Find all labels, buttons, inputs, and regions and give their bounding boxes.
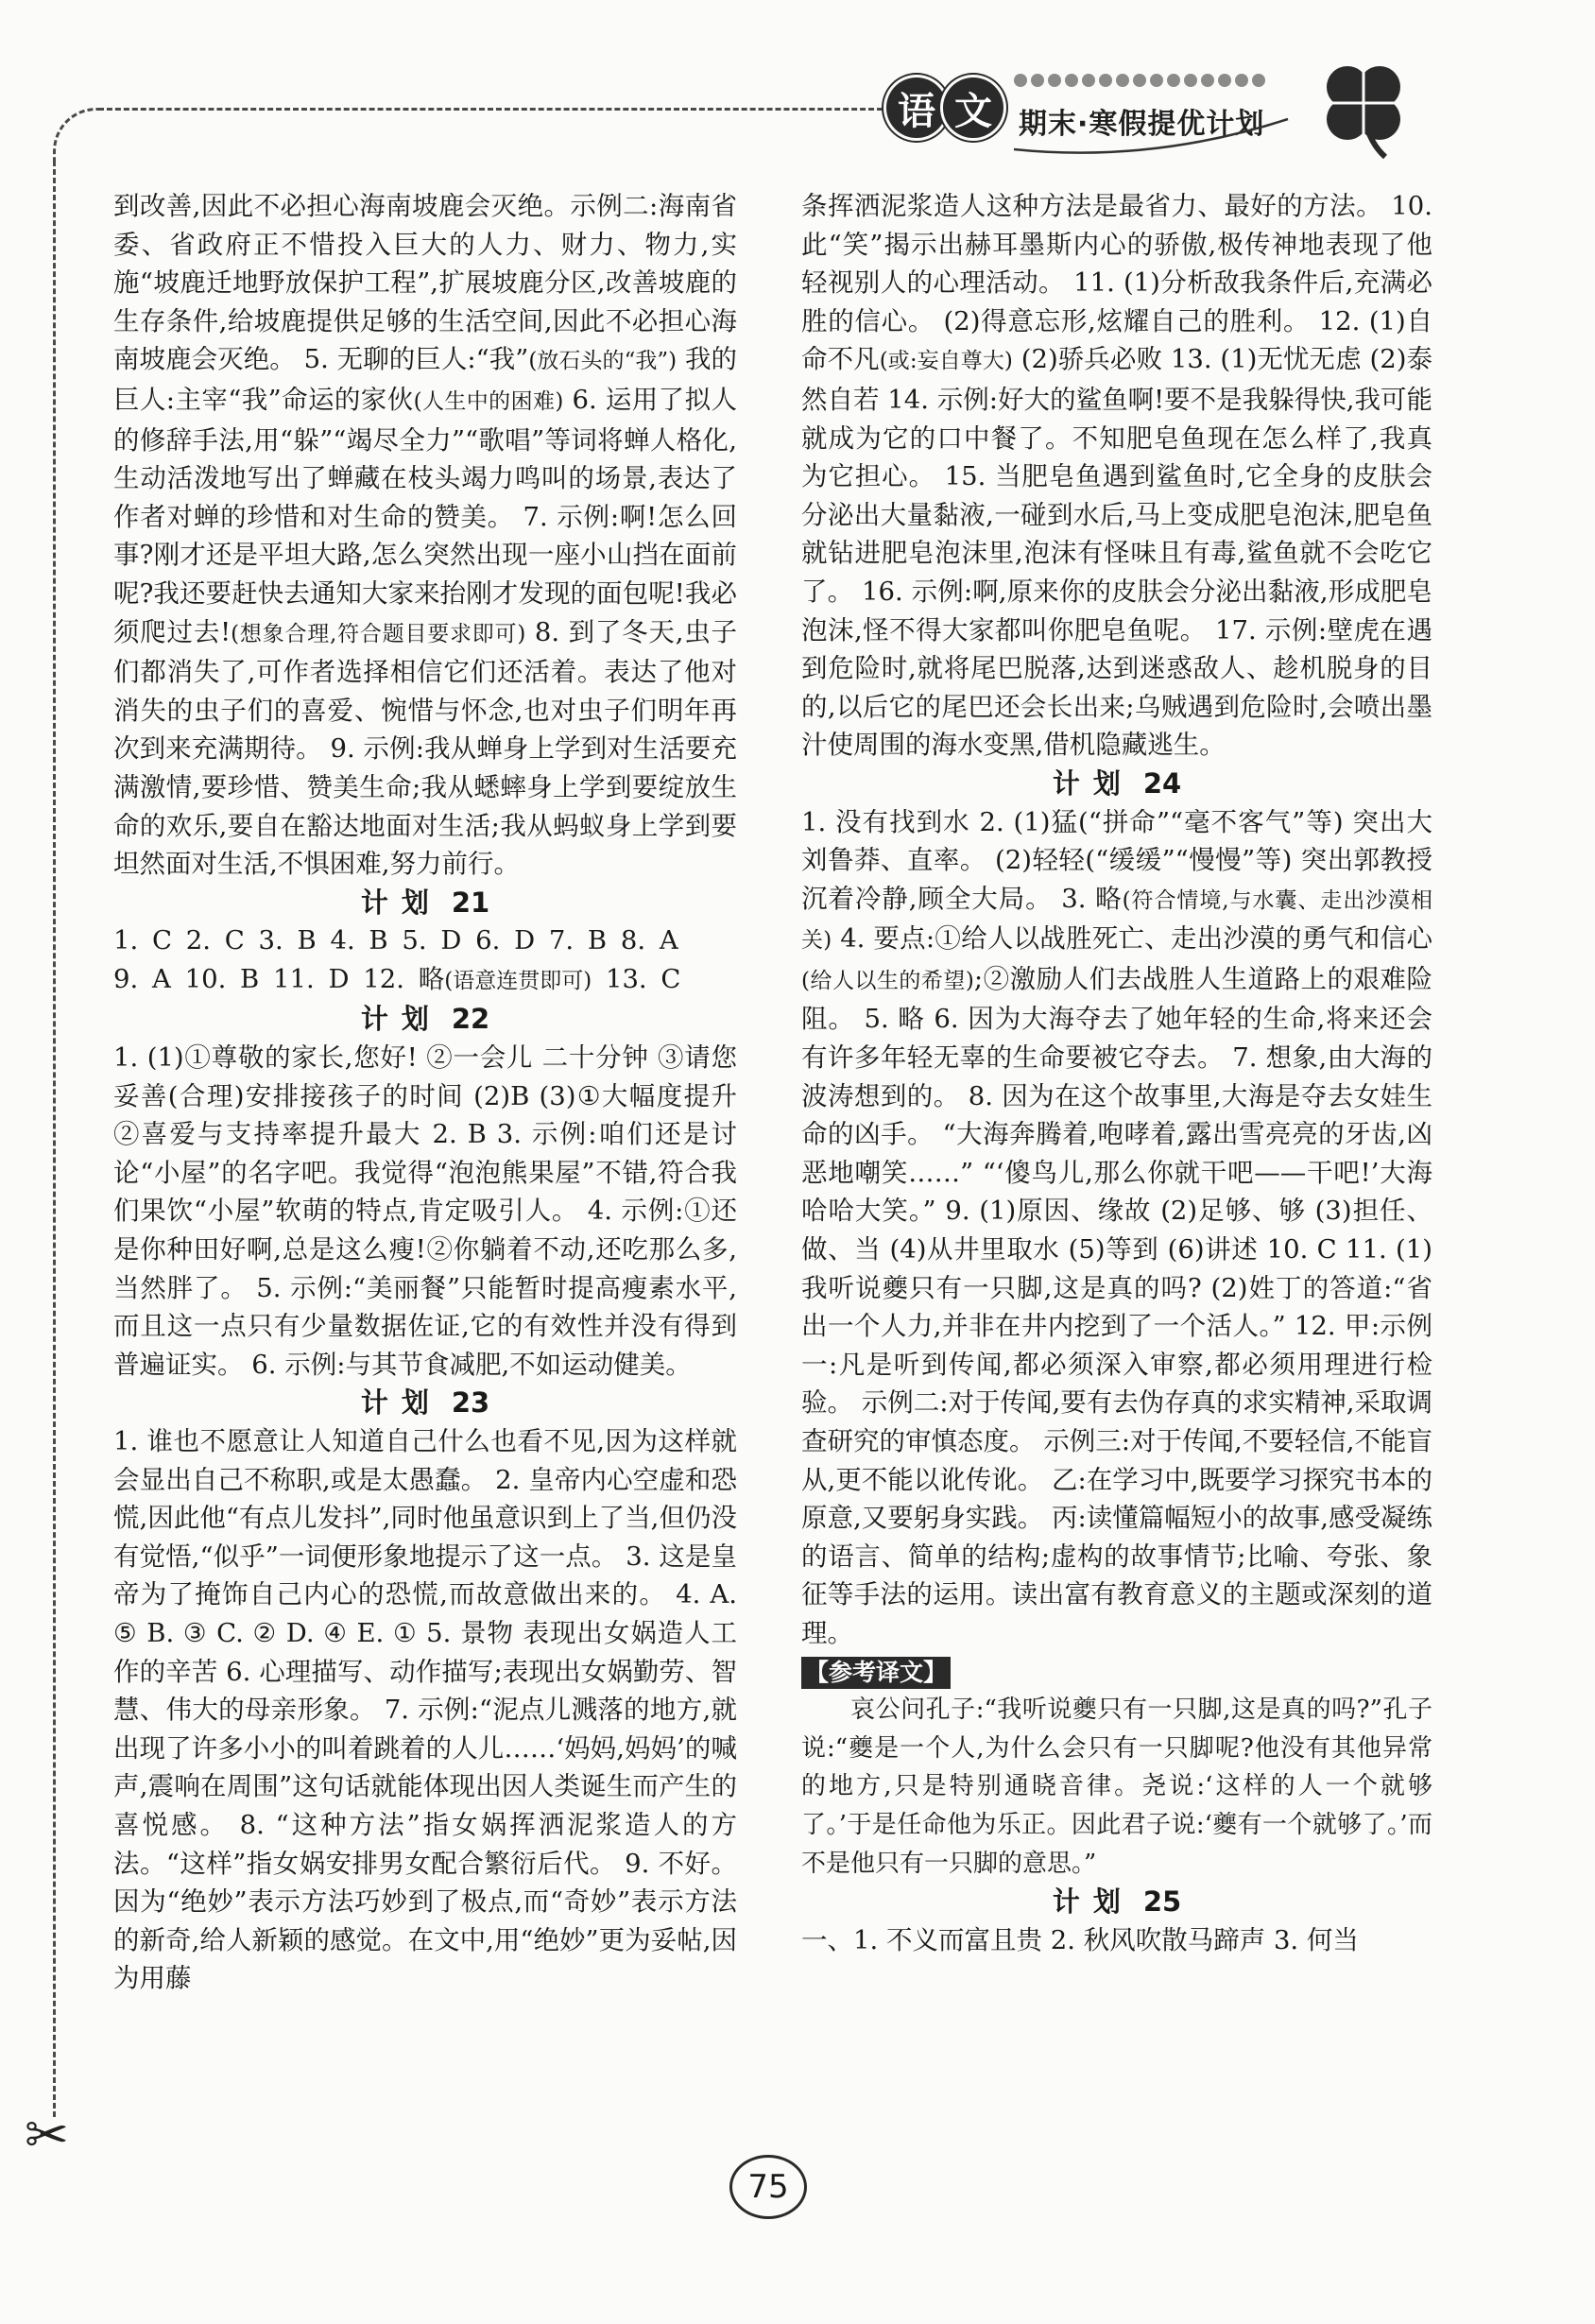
cut-line-corner: [53, 108, 99, 164]
reference-translation-label: 【参考译文】: [801, 1653, 1432, 1692]
subject-badge-1: 语: [886, 77, 947, 138]
answer-block-23-cont: 条挥洒泥浆造人这种方法是最省力、最好的方法。 10. 此“笑”揭示出赫耳墨斯内心的骄傲,极传神地表现了他轻视别人的心理活动。 11. (1)分析敌我条件后,充满必胜的信心。 (2)得意忘形,炫耀自己的胜利。 12. (1)自命不凡(或:妄自尊大) (2)骄兵必败 13. (1)无忧无虑 (2)泰然自若 14. 示例:好大的鲨鱼啊!要不是我躲得快,我可能就成为它的口中餐了。不知肥皂鱼现在怎么样了,我真为它担心。 15. 当肥皂鱼遇到鲨鱼时,它全身的皮肤会分泌出大量黏液,一碰到水后,马上变成肥皂泡沫,肥皂鱼就钻进肥皂泡沫里,泡沫有怪味且有毒,鲨鱼就不会吃它了。 16. 示例:啊,原来你的皮肤会分泌出黏液,形成肥皂泡沫,怪不得大家都叫你肥皂鱼呢。 17. 示例:壁虎在遇到危险时,就将尾巴脱落,达到迷惑敌人、趁机脱身的目的,以后它的尾巴还会长出来;乌贼遇到危险时,会喷出墨汁使周围的海水变黑,借机隐藏逃生。: [801, 191, 1433, 761]
section-heading-22: 计划 22: [360, 1003, 490, 1036]
cut-line-top: [98, 108, 883, 111]
section-heading-25: 计划 25: [1052, 1885, 1182, 1919]
reference-translation: 哀公问孔子:“我听说夔只有一只脚,这是真的吗?”孔子说:“夔是一个人,为什么会只有一只脚呢?他没有其他异常的地方,只是特别通晓音律。尧说:‘这样的人一个就够了。’于是任命他为乐正。因此君子说:‘夔有一个就够了。’而不是他只有一只脚的意思。”: [801, 1696, 1432, 1878]
cut-line-left: [53, 161, 56, 2117]
swoosh-decoration: [1009, 112, 1293, 159]
section-heading-21: 计划 21: [360, 886, 490, 919]
header-title: 期末·寒假提优计划: [1019, 108, 1265, 141]
answer-block-24: 1. 没有找到水 2. (1)猛(“拼命”“毫不客气”等) 突出大刘鲁莽、直率。 (2)轻轻(“缓缓”“慢慢”等) 突出郭教授沉着冷静,顾全大局。 3. 略(符合情境,与水囊、走出沙漠相关) 4. 要点:①给人以战胜死亡、走出沙漠的勇气和信心(给人以生的希望);②激励人们去战胜人生道路上的艰难险阻。 5. 略 6. 因为大海夺去了她年轻的生命,将来还会有许多年轻无辜的生命要被它夺去。 7. 想象,由大海的波涛想到的。 8. 因为在这个故事里,大海是夺去女娃生命的凶手。 “大海奔腾着,咆哮着,露出雪亮亮的牙齿,凶恶地嘲笑……” “‘傻鸟儿,那么你就干吧——干吧!’大海哈哈大笑。” 9. (1)原因、缘故 (2)足够、够 (3)担任、做、当 (4)从井里取水 (5)等到 (6)讲述 10. C 11. (1)我听说夔只有一只脚,这是真的吗? (2)姓丁的答道:“省出一个人力,并非在井内挖到了一个活人。” 12. 甲:示例一:凡是听到传闻,都必须深入审察,都必须用理进行检验。 示例二:对于传闻,要有去伪存真的求实精神,采取调查研究的审慎态度。 示例三:对于传闻,不要轻信,不能盲从,更不能以讹传讹。 乙:在学习中,既要学习探究书本的原意,又要躬身实践。 丙:读懂篇幅短小的故事,感受凝练的语言、简单的结构;虚构的故事情节;比喻、夸张、象征等手法的运用。读出富有教育意义的主题或深刻的道理。: [801, 806, 1433, 1648]
subject-badge-2: 文: [943, 77, 1003, 138]
answer-block-22: 1. (1)①尊敬的家长,您好! ②一会儿 二十分钟 ③请您妥善(合理)安排接孩子的时间 (2)B (3)①大幅度提升 ②喜爱与支持率提升最大 2. B 3. 示例:咱们还是讨论“小屋”的名字吧。我觉得“泡泡熊果屋”不错,符合我们果饮“小屋”软萌的特点,肯定吸引人。 4. 示例:①还是你种田好啊,总是这么瘦!②你躺着不动,还吃那么多,当然胖了。 5. 示例:“美丽餐”只能暂时提高瘦素水平,而且这一点只有少量数据佐证,它的有效性并没有得到普遍证实。 6. 示例:与其节食减肥,不如运动健美。: [113, 1042, 737, 1380]
answer-block-23: 1. 谁也不愿意让人知道自己什么也看不见,因为这样就会显出自己不称职,或是太愚蠢。 2. 皇帝内心空虚和恐慌,因此他“有点儿发抖”,同时他虽意识到上了当,但仍没有觉悟,“似乎”一词便形象地提示了这一点。 3. 这是皇帝为了掩饰自己内心的恐慌,而故意做出来的。 4. A. ⑤ B. ③ C. ② D. ④ E. ① 5. 景物 表现出女娲造人工作的辛苦 6. 心理描写、动作描写;表现出女娲勤劳、智慧、伟大的母亲形象。 7. 示例:“泥点儿溅落的地方,就出现了许多小小的叫着跳着的人儿……‘妈妈,妈妈’的喊声,震响在周围”这句话就能体现出因人类诞生而产生的喜悦感。 8. “这种方法”指女娲挥洒泥浆造人的方法。“这样”指女娲安排男女配合繁衍后代。 9. 不好。因为“绝妙”表示方法巧妙到了极点,而“奇妙”表示方法的新奇,给人新颖的感觉。在文中,用“绝妙”更为妥帖,因为用藤: [113, 1426, 737, 1994]
clover-icon: [1312, 57, 1415, 161]
section-heading-24: 计划 24: [1052, 766, 1182, 800]
left-column: [113, 187, 737, 1998]
answer-block-25: 一、1. 不义而富且贵 2. 秋风吹散马蹄声 3. 何当: [801, 1924, 1359, 1955]
right-column: [801, 187, 1432, 1959]
section-heading-23: 计划 23: [360, 1386, 490, 1420]
page-header: [886, 57, 1434, 161]
scissors-icon: ✂: [25, 2105, 69, 2166]
decorative-dots: [1014, 70, 1269, 91]
answer-block-20: 到改善,因此不必担心海南坡鹿会灭绝。示例二:海南省委、省政府正不惜投入巨大的人力、财力、物力,实施“坡鹿迁地野放保护工程”,扩展坡鹿分区,改善坡鹿的生存条件,给坡鹿提供足够的生活空间,因此不必担心海南坡鹿会灭绝。 5. 无聊的巨人:“我”(放石头的“我”) 我的巨人:主宰“我”命运的家伙(人生中的困难) 6. 运用了拟人的修辞手法,用“躲”“竭尽全力”“歌唱”等词将蝉人格化,生动活泼地写出了蝉藏在枝头竭力鸣叫的场景,表达了作者对蝉的珍惜和对生命的赞美。 7. 示例:啊!怎么回事?刚才还是平坦大路,怎么突然出现一座小山挡在面前呢?我还要赶快去通知大家来抬刚才发现的面包呢!我必须爬过去!(想象合理,符合题目要求即可) 8. 到了冬天,虫子们都消失了,可作者选择相信它们还活着。表达了他对消失的虫子们的喜爱、惋惜与怀念,也对虫子们明年再次到来充满期待。 9. 示例:我从蝉身上学到对生活要充满激情,要珍惜、赞美生命;我从蟋蟀身上学到要绽放生命的欢乐,要自在豁达地面对生活;我从蚂蚁身上学到要坦然面对生活,不惧困难,努力前行。: [113, 191, 737, 880]
answer-block-21: 1. C 2. C 3. B 4. B 5. D 6. D 7. B 8. A 9. A 10. B 11. D 12. 略(语意连贯即可) 13. C: [113, 925, 681, 994]
page-number: 75: [729, 2155, 807, 2219]
